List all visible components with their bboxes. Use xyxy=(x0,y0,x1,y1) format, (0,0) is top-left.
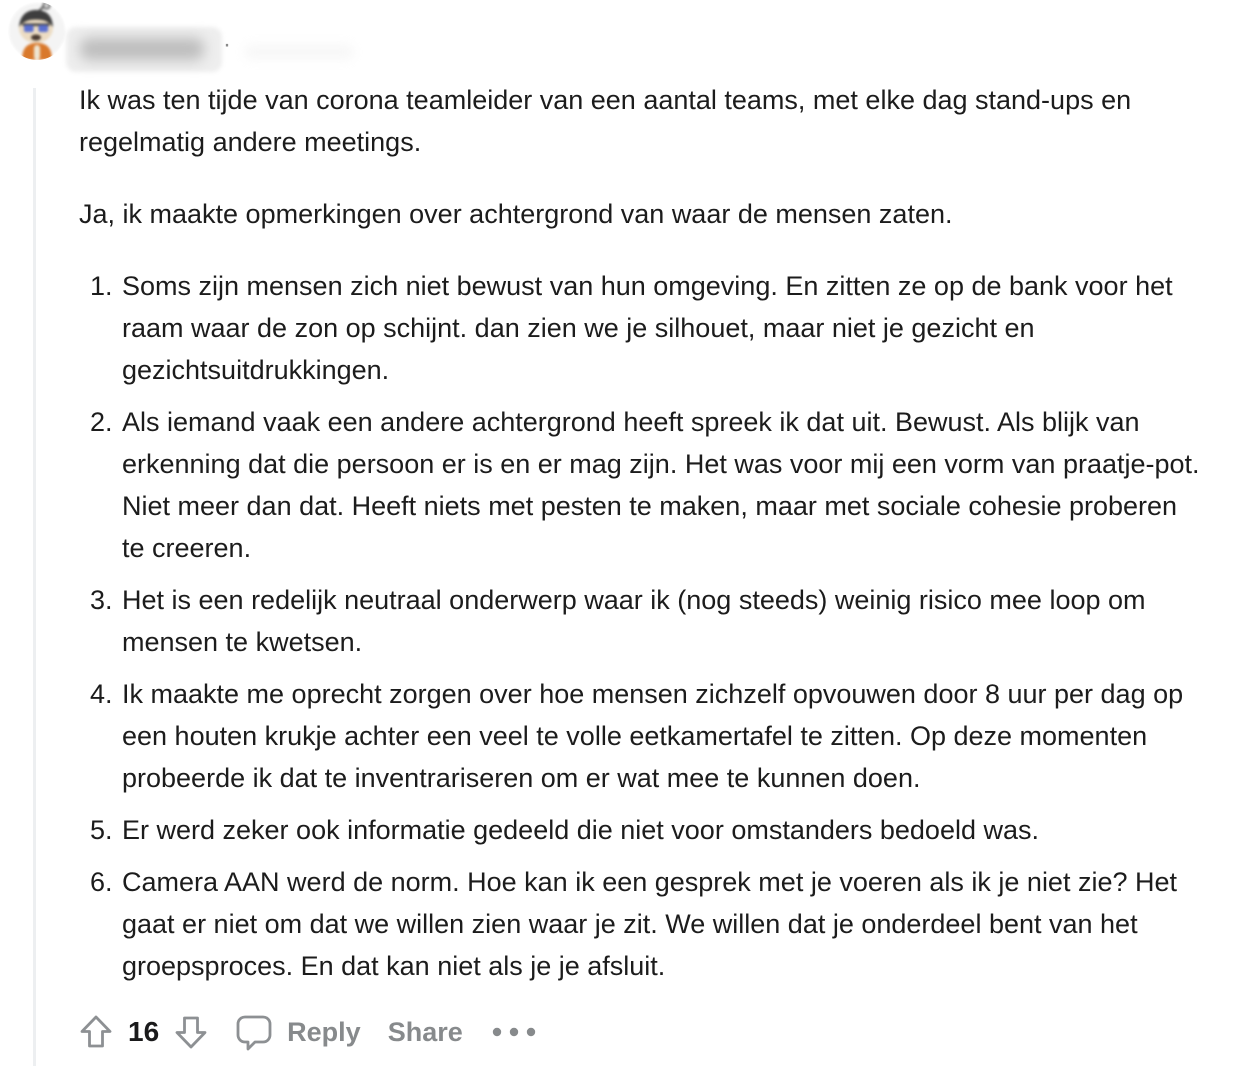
comment-numbered-list xyxy=(79,265,1200,987)
username-blur-blob xyxy=(80,38,204,60)
list-item-text: Camera AAN werd de norm. Hoe kan ik een gesprek met je voeren als ik je niet zie? Het gaat er niet om dat we willen zien waar je zit. We willen dat je onderdeel bent van het groepsproces. En dat kan niet als je je afsluit. xyxy=(122,867,1178,981)
list-item xyxy=(79,809,1200,851)
list-item-text: Soms zijn mensen zich niet bewust van hun omgeving. En zitten ze op de bank voor het raam waar de zon op schijnt. dan zien we je silhouet, maar niet je gezicht en gezichtsuitdrukkingen. xyxy=(122,271,1173,385)
list-item-number: 2. xyxy=(90,407,113,437)
snoo-avatar-icon xyxy=(8,2,66,60)
reply-button[interactable] xyxy=(234,1012,361,1052)
list-item-number: 6. xyxy=(90,867,113,897)
upvote-button[interactable] xyxy=(76,1012,116,1052)
username-redacted[interactable] xyxy=(66,27,222,72)
vote-count: 16 xyxy=(128,1016,160,1047)
more-options-button[interactable] xyxy=(491,1026,537,1038)
list-item xyxy=(79,673,1200,799)
list-item xyxy=(79,861,1200,987)
list-item-number: 1. xyxy=(90,271,113,301)
thread-collapse-line[interactable] xyxy=(33,88,36,1066)
list-item-text: Er werd zeker ook informatie gedeeld die niet voor omstanders bedoeld was. xyxy=(122,815,1039,845)
list-item-number: 3. xyxy=(90,585,113,615)
comment-paragraph: Ja, ik maakte opmerkingen over achtergrond van waar de mensen zaten. xyxy=(79,199,953,229)
upvote-arrow-icon xyxy=(76,1012,116,1052)
list-item xyxy=(79,265,1200,391)
comment-body xyxy=(79,79,1200,997)
comment-bubble-icon xyxy=(234,1012,274,1052)
list-item-text: Als iemand vaak een andere achtergrond heeft spreek ik dat uit. Bewust. Als blijk van erkenning dat die persoon er is en er mag zijn. Het was voor mij een vorm van praatje-pot. Niet meer dan dat. Heeft niets met pesten te maken, maar met sociale cohesie proberen te creeren. xyxy=(122,407,1200,563)
list-item-text: Het is een redelijk neutraal onderwerp waar ik (nog steeds) weinig risico mee loop om mensen te kwetsen. xyxy=(122,585,1146,657)
comment-paragraph: Ik was ten tijde van corona teamleider van een aantal teams, met elke dag stand-ups en regelmatig andere meetings. xyxy=(79,85,1132,157)
list-item xyxy=(79,579,1200,663)
list-item-number: 4. xyxy=(90,679,113,709)
downvote-arrow-icon xyxy=(171,1012,211,1052)
list-item-number: 5. xyxy=(90,815,113,845)
comment-action-bar xyxy=(76,1012,537,1052)
more-options-icon xyxy=(491,1026,537,1038)
list-item xyxy=(79,401,1200,569)
list-item-text: Ik maakte me oprecht zorgen over hoe mensen zichzelf opvouwen door 8 uur per dag op een houten krukje achter een veel te volle eetkamertafel te zitten. Op deze momenten probeerde ik dat te inventrariseren om er wat mee te kunnen doen. xyxy=(122,679,1184,793)
metadata-separator: · xyxy=(223,31,231,58)
downvote-button[interactable] xyxy=(171,1012,211,1052)
share-label: Share xyxy=(387,1016,463,1047)
reply-label: Reply xyxy=(287,1016,361,1047)
avatar[interactable] xyxy=(8,2,66,60)
timestamp-redacted xyxy=(244,44,354,60)
share-button[interactable] xyxy=(388,1017,463,1048)
